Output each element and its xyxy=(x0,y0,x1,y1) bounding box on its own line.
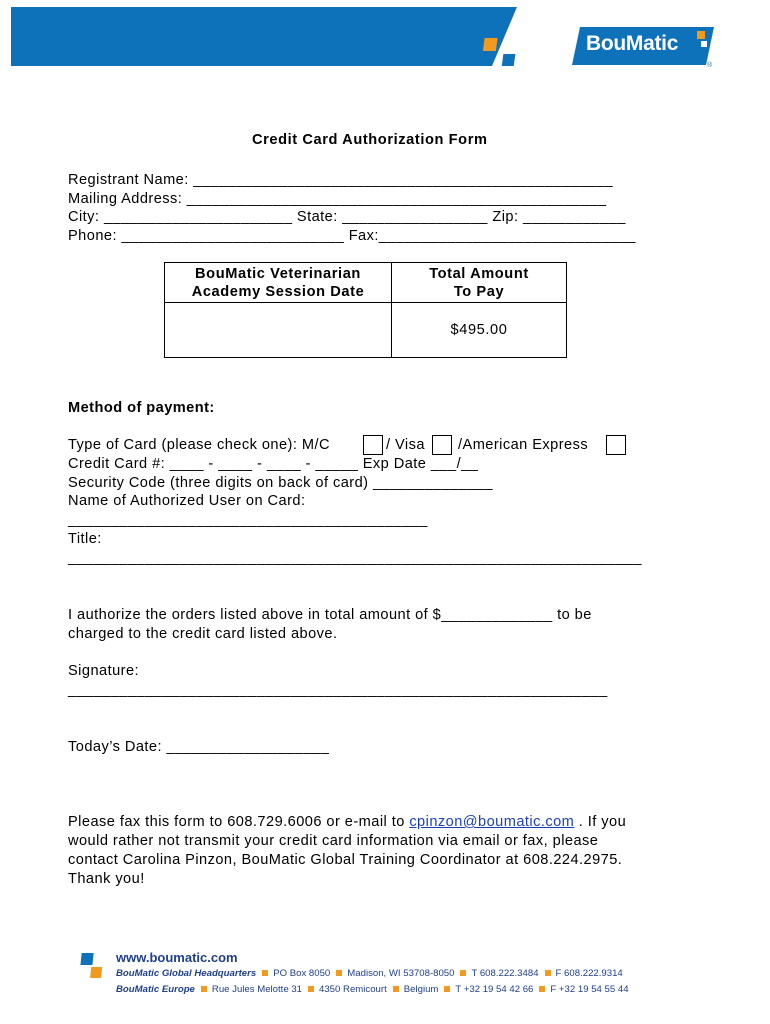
footer-europe-fax: F +32 19 54 55 44 xyxy=(550,984,629,995)
authorize-line-1: I authorize the orders listed above in total amount of $_____________ to be xyxy=(68,607,592,623)
session-date-cell[interactable] xyxy=(165,303,392,358)
footer-bullet-icon xyxy=(545,970,551,976)
footer-website-link[interactable]: www.boumatic.com xyxy=(116,950,238,965)
title-label: Title: xyxy=(68,531,102,547)
fax-instructions-line-2: would rather not transmit your credit card information via email or fax, please xyxy=(68,833,599,849)
banner-square-orange xyxy=(483,38,498,51)
footer-bullet-icon xyxy=(539,986,545,992)
footer-europe-name: BouMatic Europe xyxy=(116,984,195,995)
footer-bullet-icon xyxy=(393,986,399,992)
signature-line[interactable]: _______________________________________________________________ xyxy=(68,682,608,698)
card-type-label: Type of Card (please check one): M/C xyxy=(68,437,330,453)
footer-hq-po: PO Box 8050 xyxy=(273,968,331,979)
phone-fax-field[interactable]: Phone: __________________________ Fax:______________________________ xyxy=(68,228,636,244)
footer-europe-line xyxy=(116,984,629,995)
session-date-header xyxy=(165,263,392,303)
todays-date-field[interactable]: Today’s Date: ___________________ xyxy=(68,739,330,755)
email-link[interactable]: cpinzon@boumatic.com xyxy=(409,814,575,830)
mc-checkbox[interactable] xyxy=(363,435,383,455)
authorize-line-2: charged to the credit card listed above. xyxy=(68,626,338,642)
boumatic-logo xyxy=(572,27,714,68)
city-state-zip-field[interactable]: City: ______________________ State: _________________ Zip: ____________ xyxy=(68,209,626,225)
total-amount-header-line2: To Pay xyxy=(453,283,505,300)
footer-europe-phone: T +32 19 54 42 66 xyxy=(455,984,534,995)
footer-bullet-icon xyxy=(308,986,314,992)
footer-bullet-icon xyxy=(336,970,342,976)
banner-square-blue xyxy=(502,54,516,66)
amount-cell: $495.00 xyxy=(392,303,567,358)
mailing-address-field[interactable]: Mailing Address: _________________________________________________ xyxy=(68,191,607,207)
form-title: Credit Card Authorization Form xyxy=(252,132,488,148)
title-line[interactable]: ___________________________________________________________________ xyxy=(68,550,642,566)
footer-hq-city: Madison, WI 53708-8050 xyxy=(347,968,455,979)
fax-instructions-tail: . If you xyxy=(574,814,627,830)
session-date-header-line1: BouMatic Veterinarian xyxy=(195,265,361,282)
fax-instructions-line-1 xyxy=(68,813,626,831)
visa-checkbox[interactable] xyxy=(432,435,452,455)
session-table xyxy=(164,262,567,358)
footer-bullet-icon xyxy=(262,970,268,976)
total-amount-header xyxy=(392,263,567,303)
security-code-field[interactable]: Security Code (three digits on back of card) ______________ xyxy=(68,475,493,491)
signature-label: Signature: xyxy=(68,663,140,679)
fax-instructions-line-3: contact Carolina Pinzon, BouMatic Global Training Coordinator at 608.224.2975. xyxy=(68,852,623,868)
session-date-header-line2: Academy Session Date xyxy=(191,283,365,300)
logo-text: BouMatic xyxy=(586,32,679,55)
thank-you-text: Thank you! xyxy=(68,871,145,887)
footer-bullet-icon xyxy=(460,970,466,976)
visa-label: / Visa xyxy=(386,437,425,453)
header-banner xyxy=(11,7,517,66)
amex-label: /American Express xyxy=(458,437,589,453)
footer-bullet-icon xyxy=(444,986,450,992)
authorized-user-line[interactable]: __________________________________________ xyxy=(68,512,428,528)
payment-heading: Method of payment: xyxy=(68,400,215,416)
footer-logo-mark xyxy=(80,950,106,980)
amex-checkbox[interactable] xyxy=(606,435,626,455)
footer-hq-fax: F 608.222.9314 xyxy=(555,968,623,979)
fax-instructions-text: Please fax this form to 608.729.6006 or e-mail to xyxy=(68,814,410,830)
footer-europe-city: 4350 Remicourt xyxy=(319,984,387,995)
footer-europe-street: Rue Jules Melotte 31 xyxy=(211,984,303,995)
footer-hq-name: BouMatic Global Headquarters xyxy=(116,968,257,979)
footer-hq-phone: T 608.222.3484 xyxy=(471,968,539,979)
footer-hq-line xyxy=(116,968,623,979)
footer-bullet-icon xyxy=(201,986,207,992)
credit-card-number-field[interactable]: Credit Card #: ____ - ____ - ____ - _____ Exp Date ___/__ xyxy=(68,456,479,472)
total-amount-header-line1: Total Amount xyxy=(429,265,529,282)
authorized-user-label: Name of Authorized User on Card: xyxy=(68,493,306,509)
footer-europe-country: Belgium xyxy=(403,984,439,995)
registrant-name-field[interactable]: Registrant Name: _________________________________________________ xyxy=(68,172,614,188)
logo-registered-mark: ® xyxy=(707,62,713,69)
